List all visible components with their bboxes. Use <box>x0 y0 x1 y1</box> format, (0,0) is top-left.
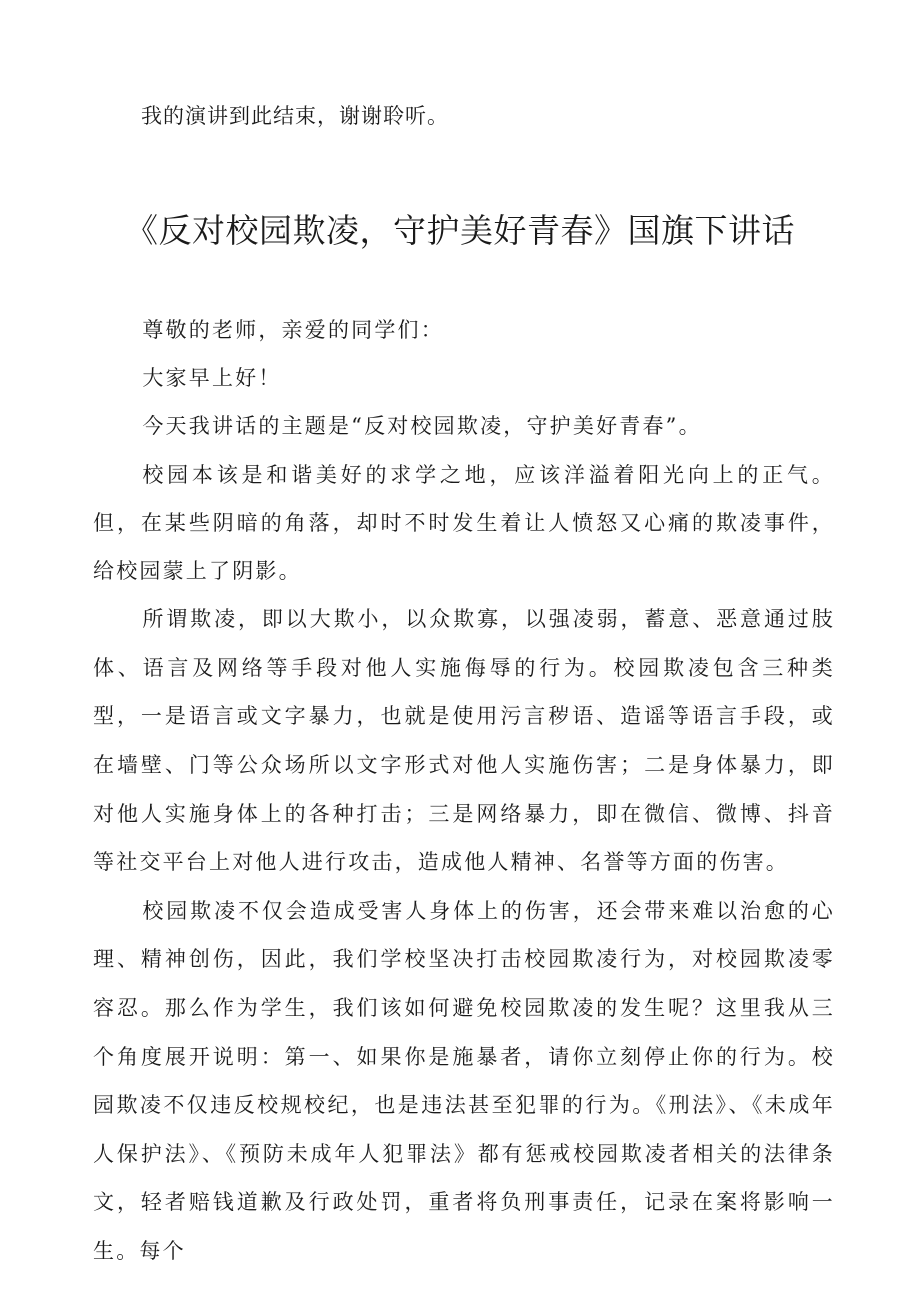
speech-body <box>93 306 835 1276</box>
closing-line: 我的演讲到此结束，谢谢聆听。 <box>141 104 449 128</box>
body-paragraph: 校园欺凌不仅会造成受害人身体上的伤害，还会带来难以治愈的心理、精神创伤，因此，我们学校坚决打击校园欺凌行为，对校园欺凌零容忍。那么作为学生，我们该如何避免校园欺凌的发生呢？这里我从三个角度展开说明：第一、如果你是施暴者，请你立刻停止你的行为。校园欺凌不仅违反校规校纪，也是违法甚至犯罪的行为。《刑法》、《未成年人保护法》、《预防未成年人犯罪法》都有惩戒校园欺凌者相关的法律条文，轻者赔钱道歉及行政处罚，重者将负刑事责任，记录在案将影响一生。每个 <box>93 898 835 1263</box>
topic-paragraph: 今天我讲话的主题是“反对校园欺凌，守护美好青春”。 <box>142 414 702 439</box>
salutation: 尊敬的老师，亲爱的同学们： <box>142 318 444 342</box>
speech-title: 《反对校园欺凌，守护美好青春》国旗下讲话 <box>125 211 795 250</box>
body-paragraph: 校园本该是和谐美好的求学之地，应该洋溢着阳光向上的正气。但，在某些阴暗的角落，却时不时发生着让人愤怒又心痛的欺凌事件，给校园蒙上了阴影。 <box>93 462 835 584</box>
body-paragraph: 所谓欺凌，即以大欺小，以众欺寡，以强凌弱，蓄意、恶意通过肢体、语言及网络等手段对他人实施侮辱的行为。校园欺凌包含三种类型，一是语言或文字暴力，也就是使用污言秽语、造谣等语言手段，或在墙壁、门等公众场所以文字形式对他人实施伤害；二是身体暴力，即对他人实施身体上的各种打击；三是网络暴力，即在微信、微博、抖音等社交平台上对他人进行攻击，造成他人精神、名誉等方面的伤害。 <box>93 607 835 875</box>
greeting: 大家早上好！ <box>142 366 282 391</box>
